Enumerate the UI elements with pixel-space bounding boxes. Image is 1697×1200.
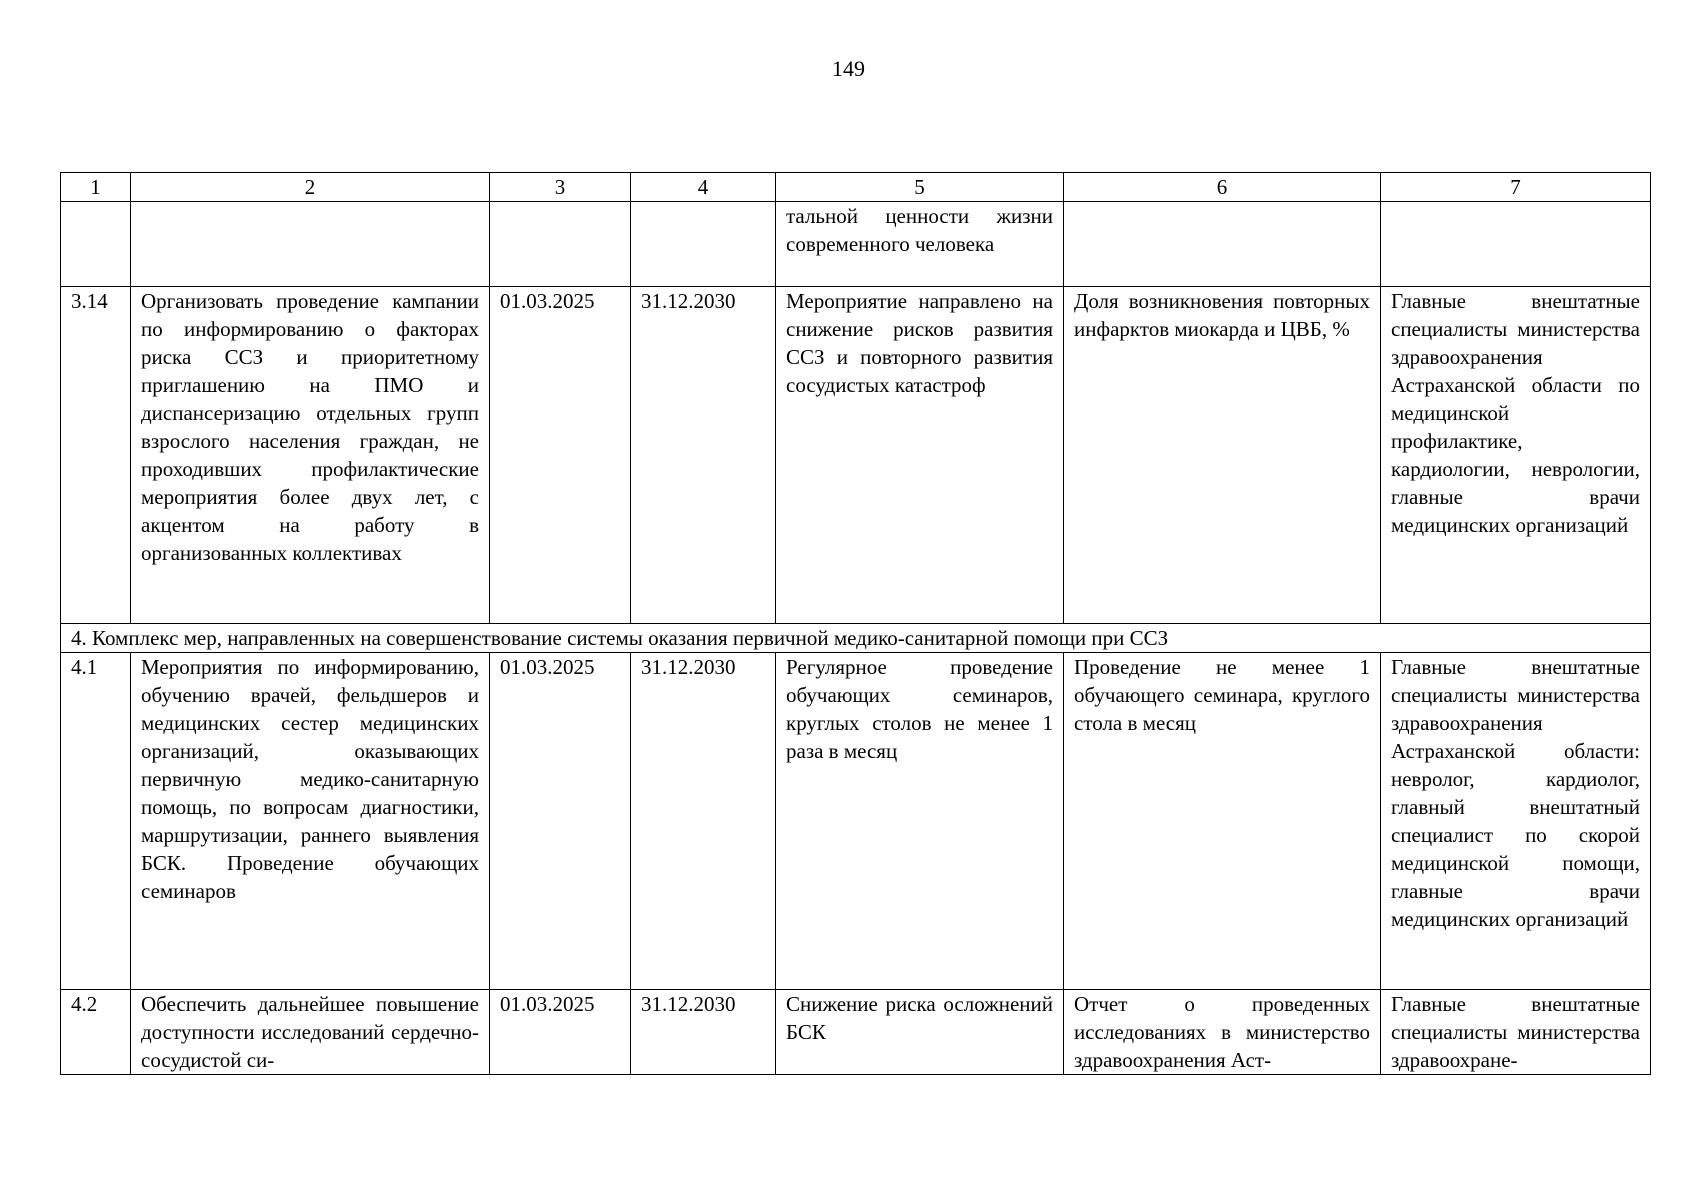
column-header: 4 <box>631 173 776 202</box>
column-header: 2 <box>131 173 490 202</box>
cell-start-date: 01.03.2025 <box>490 653 631 990</box>
cell-end-date: 31.12.2030 <box>631 990 776 1075</box>
cell-expected-result: Снижение риска осложнений БСК <box>776 990 1064 1075</box>
cell-responsible <box>1381 202 1651 287</box>
cell-end-date: 31.12.2030 <box>631 653 776 990</box>
cell-activity: Организовать проведение кампании по информированию о факторах риска ССЗ и приоритетному приглашению на ПМО и диспансеризацию отдельных групп взрослого населения граждан, не проходивших профилактические мероприятия более двух лет, с акцентом на работу в организованных коллективах <box>131 287 490 624</box>
cell-responsible: Главные внештатные специалисты министерства здравоохранения Астраханской области по медицинской профилактике, кардиологии, неврологии, главные врачи медицинских организаций <box>1381 287 1651 624</box>
cell-number <box>61 202 131 287</box>
column-header: 7 <box>1381 173 1651 202</box>
column-header: 1 <box>61 173 131 202</box>
cell-expected-result: тальной ценности жизни современного человека <box>776 202 1064 287</box>
cell-indicator: Проведение не менее 1 обучающего семинара, круглого стола в месяц <box>1064 653 1381 990</box>
column-header: 6 <box>1064 173 1381 202</box>
page-number: 149 <box>832 56 865 81</box>
cell-expected-result: Мероприятие направлено на снижение рисков развития ССЗ и повторного развития сосудистых катастроф <box>776 287 1064 624</box>
column-number-row <box>61 173 1651 202</box>
table-row-continuation <box>61 202 1651 287</box>
cell-number: 4.2 <box>61 990 131 1075</box>
cell-number: 4.1 <box>61 653 131 990</box>
cell-indicator <box>1064 202 1381 287</box>
cell-activity: Обеспечить дальнейшее повышение доступности исследований сердечно-сосудистой си- <box>131 990 490 1075</box>
action-plan-table <box>60 172 1651 1075</box>
table-row <box>61 653 1651 990</box>
table-row <box>61 990 1651 1075</box>
column-header: 5 <box>776 173 1064 202</box>
cell-indicator: Доля возникновения повторных инфарктов миокарда и ЦВБ, % <box>1064 287 1381 624</box>
cell-indicator: Отчет о проведенных исследованиях в министерство здравоохранения Аст- <box>1064 990 1381 1075</box>
cell-expected-result: Регулярное проведение обучающих семинаров, круглых столов не менее 1 раза в месяц <box>776 653 1064 990</box>
column-header: 3 <box>490 173 631 202</box>
cell-number: 3.14 <box>61 287 131 624</box>
cell-start-date <box>490 202 631 287</box>
cell-responsible: Главные внештатные специалисты министерства здравоохране- <box>1381 990 1651 1075</box>
section-title: 4. Комплекс мер, направленных на совершенствование системы оказания первичной медико-санитарной помощи при ССЗ <box>61 624 1651 653</box>
cell-end-date: 31.12.2030 <box>631 287 776 624</box>
table-row <box>61 287 1651 624</box>
cell-activity <box>131 202 490 287</box>
cell-responsible: Главные внештатные специалисты министерства здравоохранения Астраханской области: невролог, кардиолог, главный внештатный специалист по скорой медицинской помощи, главные врачи медицинских организаций <box>1381 653 1651 990</box>
cell-start-date: 01.03.2025 <box>490 287 631 624</box>
cell-activity: Мероприятия по информированию, обучению врачей, фельдшеров и медицинских сестер медицинских организаций, оказывающих первичную медико-санитарную помощь, по вопросам диагностики, маршрутизации, раннего выявления БСК. Проведение обучающих семинаров <box>131 653 490 990</box>
cell-end-date <box>631 202 776 287</box>
section-header-row <box>61 624 1651 653</box>
cell-start-date: 01.03.2025 <box>490 990 631 1075</box>
